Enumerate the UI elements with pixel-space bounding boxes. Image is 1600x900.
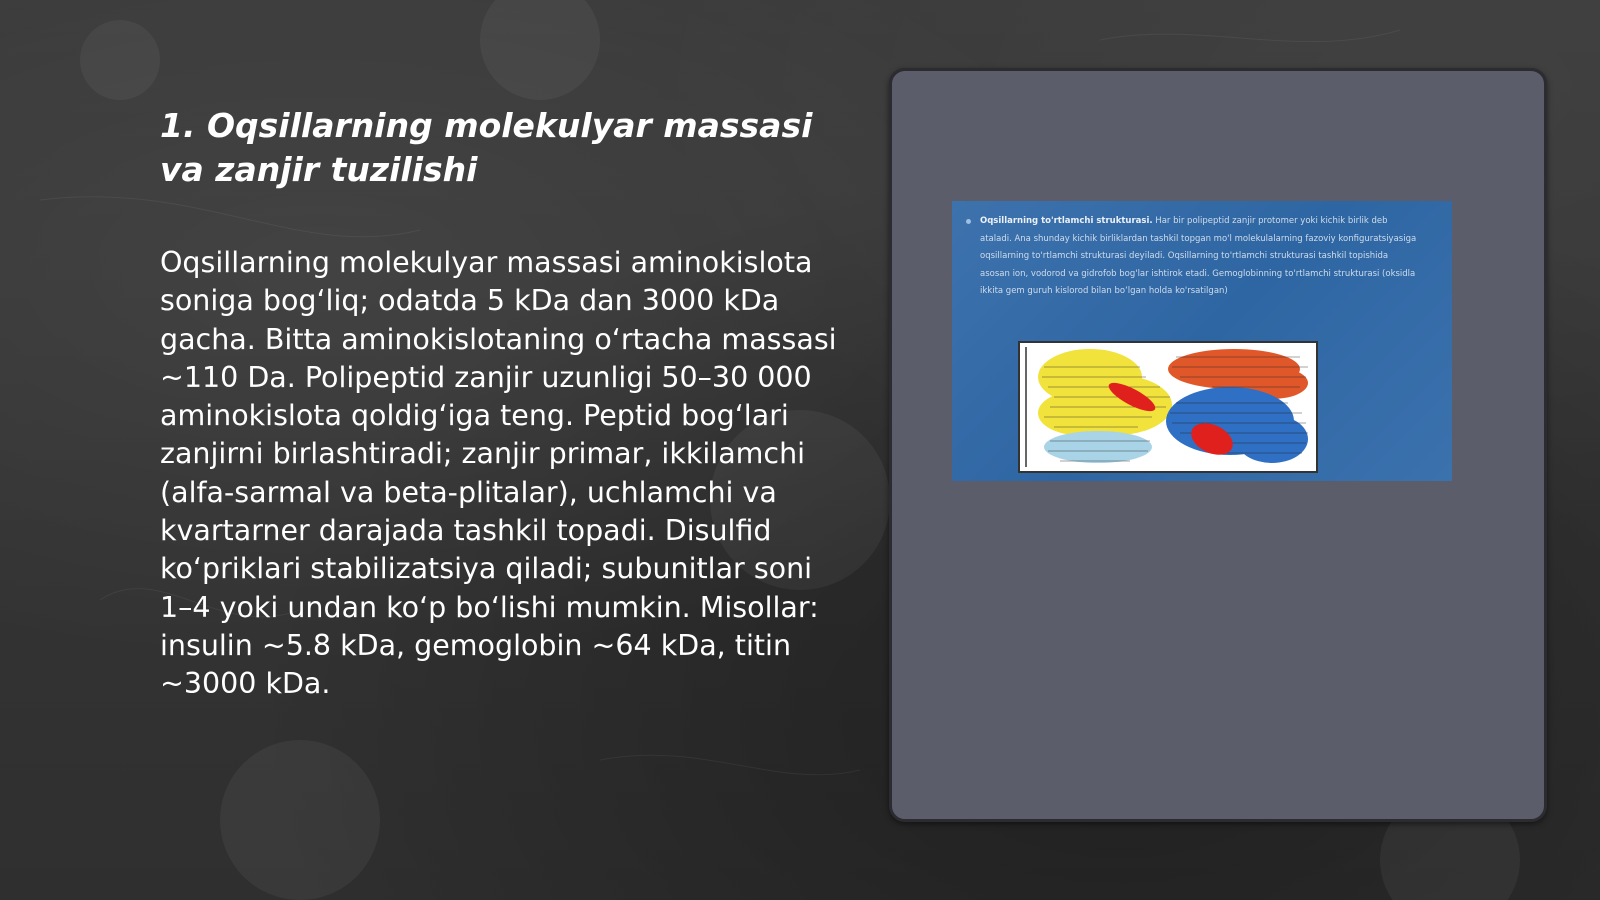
slide-title: 1. Oqsillarning molekulyar massasi va zanjir tuzilishi xyxy=(160,106,813,189)
embedded-slide-text xyxy=(980,213,1420,301)
image-frame xyxy=(889,68,1547,822)
alpha2-subunit xyxy=(1166,387,1308,463)
embedded-slide-heading: Oqsillarning to'rtlamchi strukturasi. xyxy=(980,216,1153,226)
alpha1-subunit xyxy=(1038,349,1172,435)
beta2-blob xyxy=(1044,431,1152,463)
hemoglobin-quaternary-structure-diagram xyxy=(1018,341,1318,473)
embedded-slide-caption: Har bir polipeptid zanjir protomer yoki kichik birlik deb ataladi. Ana shunday kichik birliklardan tashkil topgan mo'l molekulalarning fazoviy konfiguratsiyasiga oqsillarning to'rtlamchi strukturasi deyiladi. Oqsillarning to'rtlamchi strukturasi tashkil topishida asosan ion, vodorod va gidrofob bog'lar ishtirok etadi. Gemoglobinning to'rtlamchi strukturasi (oksidla ikkita gem guruh kislorod bilan boʻlgan holda ko'rsatilgan) xyxy=(980,216,1417,296)
alpha2-blob-right xyxy=(1236,415,1308,463)
bullet-icon xyxy=(966,219,971,224)
beta2-subunit xyxy=(1044,431,1152,463)
slide-body-text: Oqsillarning molekulyar massasi aminokislota soniga bogʻliq; odatda 5 kDa dan 3000 kDa gacha. Bitta aminokislotaning oʻrtacha massasi ~110 Da. Polipeptid zanjir uzunligi 50–30 000 aminokislota qoldigʻiga teng. Peptid bogʻlari zanjirni birlashtiradi; zanjir primar, ikkilamchi (alfa-sarmal va beta-plitalar), uchlamchi va kvartarner darajada tashkil topadi. Disulfid koʻpriklari stabilizatsiya qiladi; subunitlar soni 1–4 yoki undan koʻp boʻlishi mumkin. Misollar: insulin ~5.8 kDa, gemoglobin ~64 kDa, titin ~3000 kDa. xyxy=(160,246,837,701)
hemoglobin-diagram-svg xyxy=(1020,343,1316,471)
alpha1-blob-lower xyxy=(1038,391,1118,435)
embedded-slide-image xyxy=(952,201,1452,481)
